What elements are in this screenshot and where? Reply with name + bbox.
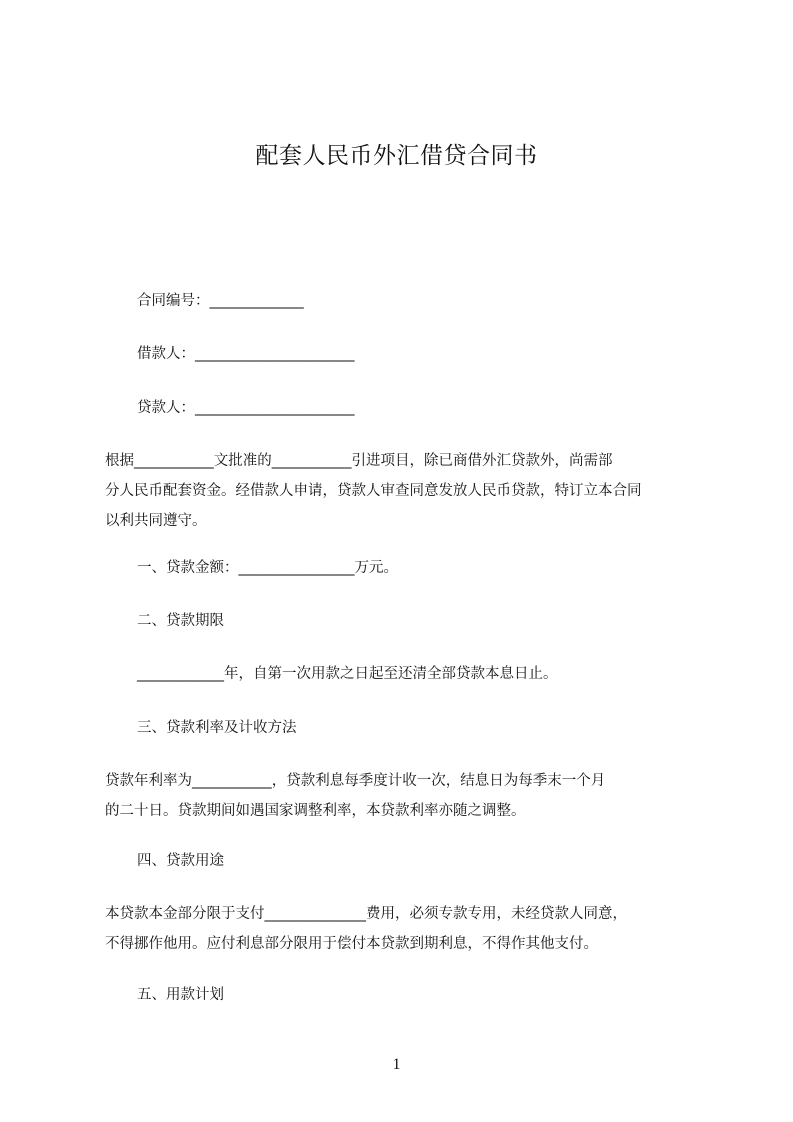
document-title: 配套人民币外汇借贷合同书 xyxy=(255,143,538,169)
page-number: 1 xyxy=(392,1056,401,1073)
section-3-body xyxy=(105,766,705,826)
section-4-row-1: 本贷款本金部分限于支付______________费用，必须专款专用，未经贷款人同意， xyxy=(105,906,627,922)
intro-row-3: 以利共同遵守。 xyxy=(105,513,207,529)
section-4-heading: 四、贷款用途 xyxy=(137,853,224,869)
intro-row-2: 分人民币配套资金。经借款人申请，贷款人审查同意发放人民币贷款，特订立本合同 xyxy=(105,483,642,499)
lender-line: 贷款人：______________________ xyxy=(137,400,355,416)
section-5-heading: 五、用款计划 xyxy=(137,987,224,1003)
intro-paragraph xyxy=(105,446,705,536)
section-3-heading: 三、贷款利率及计收方法 xyxy=(137,720,297,736)
section-2-heading: 二、贷款期限 xyxy=(137,613,224,629)
section-1-loan-amount: 一、贷款金额：________________万元。 xyxy=(137,560,398,576)
section-4-body xyxy=(105,899,705,959)
section-4-row-2: 不得挪作他用。应付利息部分限用于偿付本贷款到期利息，不得作其他支付。 xyxy=(105,936,598,952)
section-3-row-2: 的二十日。贷款期间如遇国家调整利率，本贷款利率亦随之调整。 xyxy=(105,803,526,819)
intro-row-1: 根据___________文批准的___________引进项目，除已商借外汇贷款外，尚需部 xyxy=(105,453,613,469)
contract-number-line: 合同编号：_____________ xyxy=(137,293,304,309)
section-3-row-1: 贷款年利率为___________，贷款利息每季度计收一次，结息日为每季末一个月 xyxy=(105,773,606,789)
section-2-body: ____________年，自第一次用款之日起至还清全部贷款本息日止。 xyxy=(137,666,558,682)
borrower-line: 借款人：______________________ xyxy=(137,346,355,362)
